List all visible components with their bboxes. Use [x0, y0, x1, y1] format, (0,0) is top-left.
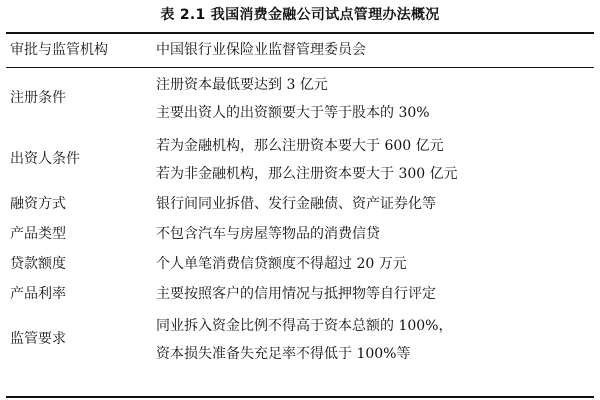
row-value: 不包含汽车与房屋等物品的消费信贷 [156, 226, 380, 242]
header-value-cell: 中国银行业保险业监督管理委员会 [156, 42, 366, 58]
row-value: 同业拆入资金比例不得高于资本总额的 100%， [156, 318, 453, 334]
table-row [6, 188, 594, 218]
row-value: 若为非金融机构，那么注册资本要大于 300 亿元 [156, 166, 458, 182]
row-value: 资本损失准备失充足率不得低于 100%等 [156, 346, 411, 362]
row-label: 贷款额度 [10, 256, 66, 272]
row-label: 产品类型 [10, 226, 66, 242]
row-label: 注册条件 [10, 90, 66, 106]
table-row [6, 68, 594, 128]
table-row [6, 128, 594, 188]
table-row [6, 308, 594, 398]
row-value: 主要出资人的出资额要大于等于股本的 30% [156, 105, 430, 121]
row-value: 银行间同业拆借、发行金融债、资产证券化等 [156, 196, 436, 212]
table-row [6, 248, 594, 278]
table-row [6, 218, 594, 248]
table-caption: 表 2.1 我国消费金融公司试点管理办法概况 [160, 7, 440, 23]
row-label: 产品利率 [10, 286, 66, 302]
row-value: 个人单笔消费信贷额度不得超过 20 万元 [156, 256, 407, 272]
table-row [6, 278, 594, 308]
overview-table [6, 32, 594, 398]
row-label: 监管要求 [10, 331, 66, 347]
row-value: 若为金融机构，那么注册资本要大于 600 亿元 [156, 138, 444, 154]
row-label: 融资方式 [10, 196, 66, 212]
row-label: 出资人条件 [10, 151, 80, 167]
row-value: 注册资本最低要达到 3 亿元 [156, 77, 328, 93]
row-value: 主要按照客户的信用情况与抵押物等自行评定 [156, 286, 436, 302]
table-header-row [6, 34, 594, 68]
header-label-cell: 审批与监管机构 [10, 42, 108, 58]
